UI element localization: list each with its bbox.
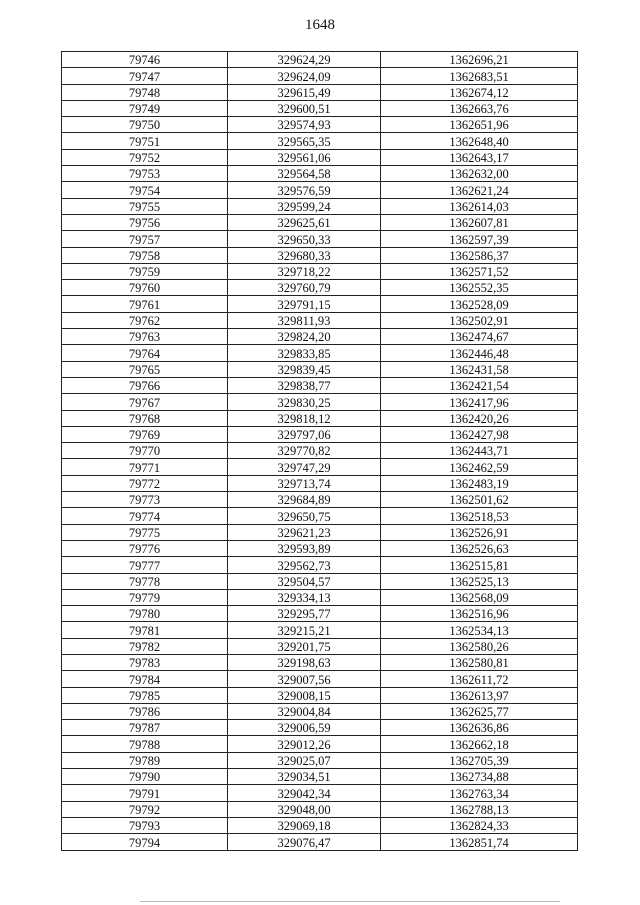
- table-row: [62, 377, 578, 393]
- x-coordinate-cell: 329576,59: [228, 182, 381, 198]
- x-coordinate-cell: 329562,73: [228, 557, 381, 573]
- point-number-cell: 79774: [62, 508, 228, 524]
- y-coordinate-cell: 1362611,72: [381, 671, 578, 687]
- y-coordinate-cell: 1362696,21: [381, 52, 578, 68]
- table-row: [62, 671, 578, 687]
- x-coordinate-cell: 329650,75: [228, 508, 381, 524]
- x-coordinate-cell: 329718,22: [228, 263, 381, 279]
- y-coordinate-cell: 1362502,91: [381, 312, 578, 328]
- y-coordinate-cell: 1362501,62: [381, 492, 578, 508]
- point-number-cell: 79784: [62, 671, 228, 687]
- table-row: [62, 231, 578, 247]
- table-row: [62, 492, 578, 508]
- point-number-cell: 79752: [62, 149, 228, 165]
- table-row: [62, 394, 578, 410]
- table-row: [62, 638, 578, 654]
- x-coordinate-cell: 329574,93: [228, 117, 381, 133]
- y-coordinate-cell: 1362526,91: [381, 524, 578, 540]
- x-coordinate-cell: 329564,58: [228, 166, 381, 182]
- table-row: [62, 345, 578, 361]
- point-number-cell: 79781: [62, 622, 228, 638]
- y-coordinate-cell: 1362443,71: [381, 443, 578, 459]
- coordinates-table: [61, 51, 578, 851]
- table-row: [62, 459, 578, 475]
- table-row: [62, 801, 578, 817]
- x-coordinate-cell: 329034,51: [228, 769, 381, 785]
- point-number-cell: 79775: [62, 524, 228, 540]
- point-number-cell: 79793: [62, 817, 228, 833]
- table-row: [62, 263, 578, 279]
- x-coordinate-cell: 329760,79: [228, 280, 381, 296]
- table-row: [62, 540, 578, 556]
- y-coordinate-cell: 1362643,17: [381, 149, 578, 165]
- point-number-cell: 79769: [62, 426, 228, 442]
- y-coordinate-cell: 1362420,26: [381, 410, 578, 426]
- x-coordinate-cell: 329680,33: [228, 247, 381, 263]
- point-number-cell: 79785: [62, 687, 228, 703]
- table-row: [62, 329, 578, 345]
- y-coordinate-cell: 1362734,88: [381, 769, 578, 785]
- table-row: [62, 785, 578, 801]
- x-coordinate-cell: 329713,74: [228, 475, 381, 491]
- x-coordinate-cell: 329838,77: [228, 377, 381, 393]
- y-coordinate-cell: 1362788,13: [381, 801, 578, 817]
- y-coordinate-cell: 1362515,81: [381, 557, 578, 573]
- table-row: [62, 589, 578, 605]
- table-row: [62, 654, 578, 670]
- table-row: [62, 280, 578, 296]
- x-coordinate-cell: 329833,85: [228, 345, 381, 361]
- table-row: [62, 703, 578, 719]
- x-coordinate-cell: 329818,12: [228, 410, 381, 426]
- point-number-cell: 79777: [62, 557, 228, 573]
- table-row: [62, 475, 578, 491]
- y-coordinate-cell: 1362526,63: [381, 540, 578, 556]
- y-coordinate-cell: 1362632,00: [381, 166, 578, 182]
- y-coordinate-cell: 1362662,18: [381, 736, 578, 752]
- x-coordinate-cell: 329770,82: [228, 443, 381, 459]
- point-number-cell: 79789: [62, 752, 228, 768]
- point-number-cell: 79788: [62, 736, 228, 752]
- point-number-cell: 79758: [62, 247, 228, 263]
- table-row: [62, 100, 578, 116]
- x-coordinate-cell: 329007,56: [228, 671, 381, 687]
- x-coordinate-cell: 329048,00: [228, 801, 381, 817]
- point-number-cell: 79751: [62, 133, 228, 149]
- y-coordinate-cell: 1362851,74: [381, 834, 578, 850]
- y-coordinate-cell: 1362621,24: [381, 182, 578, 198]
- table-row: [62, 166, 578, 182]
- y-coordinate-cell: 1362525,13: [381, 573, 578, 589]
- y-coordinate-cell: 1362483,19: [381, 475, 578, 491]
- x-coordinate-cell: 329624,09: [228, 68, 381, 84]
- point-number-cell: 79783: [62, 654, 228, 670]
- y-coordinate-cell: 1362614,03: [381, 198, 578, 214]
- table-row: [62, 361, 578, 377]
- table-row: [62, 84, 578, 100]
- x-coordinate-cell: 329747,29: [228, 459, 381, 475]
- y-coordinate-cell: 1362580,81: [381, 654, 578, 670]
- table-row: [62, 606, 578, 622]
- point-number-cell: 79760: [62, 280, 228, 296]
- x-coordinate-cell: 329593,89: [228, 540, 381, 556]
- y-coordinate-cell: 1362421,54: [381, 377, 578, 393]
- point-number-cell: 79746: [62, 52, 228, 68]
- x-coordinate-cell: 329791,15: [228, 296, 381, 312]
- point-number-cell: 79749: [62, 100, 228, 116]
- point-number-cell: 79771: [62, 459, 228, 475]
- x-coordinate-cell: 329561,06: [228, 149, 381, 165]
- table-row: [62, 296, 578, 312]
- table-row: [62, 52, 578, 68]
- table-row: [62, 736, 578, 752]
- x-coordinate-cell: 329615,49: [228, 84, 381, 100]
- point-number-cell: 79762: [62, 312, 228, 328]
- y-coordinate-cell: 1362824,33: [381, 817, 578, 833]
- x-coordinate-cell: 329042,34: [228, 785, 381, 801]
- y-coordinate-cell: 1362474,67: [381, 329, 578, 345]
- y-coordinate-cell: 1362705,39: [381, 752, 578, 768]
- table-row: [62, 622, 578, 638]
- point-number-cell: 79794: [62, 834, 228, 850]
- point-number-cell: 79747: [62, 68, 228, 84]
- point-number-cell: 79787: [62, 720, 228, 736]
- table-row: [62, 247, 578, 263]
- x-coordinate-cell: 329076,47: [228, 834, 381, 850]
- table-row: [62, 426, 578, 442]
- point-number-cell: 79780: [62, 606, 228, 622]
- y-coordinate-cell: 1362663,76: [381, 100, 578, 116]
- point-number-cell: 79772: [62, 475, 228, 491]
- x-coordinate-cell: 329797,06: [228, 426, 381, 442]
- point-number-cell: 79756: [62, 214, 228, 230]
- y-coordinate-cell: 1362763,34: [381, 785, 578, 801]
- table-row: [62, 117, 578, 133]
- table-row: [62, 410, 578, 426]
- point-number-cell: 79778: [62, 573, 228, 589]
- y-coordinate-cell: 1362683,51: [381, 68, 578, 84]
- point-number-cell: 79766: [62, 377, 228, 393]
- point-number-cell: 79755: [62, 198, 228, 214]
- table-row: [62, 557, 578, 573]
- y-coordinate-cell: 1362651,96: [381, 117, 578, 133]
- x-coordinate-cell: 329504,57: [228, 573, 381, 589]
- x-coordinate-cell: 329334,13: [228, 589, 381, 605]
- y-coordinate-cell: 1362534,13: [381, 622, 578, 638]
- table-row: [62, 573, 578, 589]
- table-row: [62, 182, 578, 198]
- point-number-cell: 79782: [62, 638, 228, 654]
- point-number-cell: 79763: [62, 329, 228, 345]
- table-row: [62, 149, 578, 165]
- x-coordinate-cell: 329006,59: [228, 720, 381, 736]
- point-number-cell: 79754: [62, 182, 228, 198]
- x-coordinate-cell: 329004,84: [228, 703, 381, 719]
- table-row: [62, 133, 578, 149]
- bottom-scan-line: [140, 901, 560, 902]
- x-coordinate-cell: 329625,61: [228, 214, 381, 230]
- x-coordinate-cell: 329012,26: [228, 736, 381, 752]
- table-row: [62, 524, 578, 540]
- x-coordinate-cell: 329201,75: [228, 638, 381, 654]
- y-coordinate-cell: 1362427,98: [381, 426, 578, 442]
- table-row: [62, 443, 578, 459]
- y-coordinate-cell: 1362516,96: [381, 606, 578, 622]
- x-coordinate-cell: 329824,20: [228, 329, 381, 345]
- x-coordinate-cell: 329624,29: [228, 52, 381, 68]
- point-number-cell: 79748: [62, 84, 228, 100]
- y-coordinate-cell: 1362586,37: [381, 247, 578, 263]
- point-number-cell: 79767: [62, 394, 228, 410]
- point-number-cell: 79768: [62, 410, 228, 426]
- point-number-cell: 79753: [62, 166, 228, 182]
- y-coordinate-cell: 1362674,12: [381, 84, 578, 100]
- x-coordinate-cell: 329830,25: [228, 394, 381, 410]
- point-number-cell: 79773: [62, 492, 228, 508]
- point-number-cell: 79759: [62, 263, 228, 279]
- table-row: [62, 687, 578, 703]
- y-coordinate-cell: 1362518,53: [381, 508, 578, 524]
- table-row: [62, 752, 578, 768]
- y-coordinate-cell: 1362607,81: [381, 214, 578, 230]
- x-coordinate-cell: 329621,23: [228, 524, 381, 540]
- point-number-cell: 79776: [62, 540, 228, 556]
- coordinates-table-body: [62, 52, 578, 851]
- x-coordinate-cell: 329600,51: [228, 100, 381, 116]
- table-row: [62, 68, 578, 84]
- point-number-cell: 79779: [62, 589, 228, 605]
- point-number-cell: 79770: [62, 443, 228, 459]
- y-coordinate-cell: 1362552,35: [381, 280, 578, 296]
- point-number-cell: 79790: [62, 769, 228, 785]
- y-coordinate-cell: 1362571,52: [381, 263, 578, 279]
- table-row: [62, 198, 578, 214]
- table-row: [62, 720, 578, 736]
- table-row: [62, 508, 578, 524]
- point-number-cell: 79786: [62, 703, 228, 719]
- y-coordinate-cell: 1362568,09: [381, 589, 578, 605]
- point-number-cell: 79765: [62, 361, 228, 377]
- point-number-cell: 79750: [62, 117, 228, 133]
- x-coordinate-cell: 329565,35: [228, 133, 381, 149]
- x-coordinate-cell: 329684,89: [228, 492, 381, 508]
- table-row: [62, 312, 578, 328]
- x-coordinate-cell: 329599,24: [228, 198, 381, 214]
- page-number: 1648: [305, 17, 335, 33]
- x-coordinate-cell: 329295,77: [228, 606, 381, 622]
- table-row: [62, 214, 578, 230]
- y-coordinate-cell: 1362446,48: [381, 345, 578, 361]
- point-number-cell: 79761: [62, 296, 228, 312]
- x-coordinate-cell: 329215,21: [228, 622, 381, 638]
- x-coordinate-cell: 329839,45: [228, 361, 381, 377]
- y-coordinate-cell: 1362636,86: [381, 720, 578, 736]
- x-coordinate-cell: 329198,63: [228, 654, 381, 670]
- point-number-cell: 79764: [62, 345, 228, 361]
- y-coordinate-cell: 1362597,39: [381, 231, 578, 247]
- y-coordinate-cell: 1362431,58: [381, 361, 578, 377]
- point-number-cell: 79757: [62, 231, 228, 247]
- x-coordinate-cell: 329025,07: [228, 752, 381, 768]
- y-coordinate-cell: 1362580,26: [381, 638, 578, 654]
- table-row: [62, 817, 578, 833]
- y-coordinate-cell: 1362417,96: [381, 394, 578, 410]
- x-coordinate-cell: 329811,93: [228, 312, 381, 328]
- y-coordinate-cell: 1362648,40: [381, 133, 578, 149]
- y-coordinate-cell: 1362528,09: [381, 296, 578, 312]
- y-coordinate-cell: 1362462,59: [381, 459, 578, 475]
- point-number-cell: 79791: [62, 785, 228, 801]
- table-row: [62, 769, 578, 785]
- point-number-cell: 79792: [62, 801, 228, 817]
- y-coordinate-cell: 1362613,97: [381, 687, 578, 703]
- x-coordinate-cell: 329069,18: [228, 817, 381, 833]
- x-coordinate-cell: 329650,33: [228, 231, 381, 247]
- y-coordinate-cell: 1362625,77: [381, 703, 578, 719]
- x-coordinate-cell: 329008,15: [228, 687, 381, 703]
- table-row: [62, 834, 578, 850]
